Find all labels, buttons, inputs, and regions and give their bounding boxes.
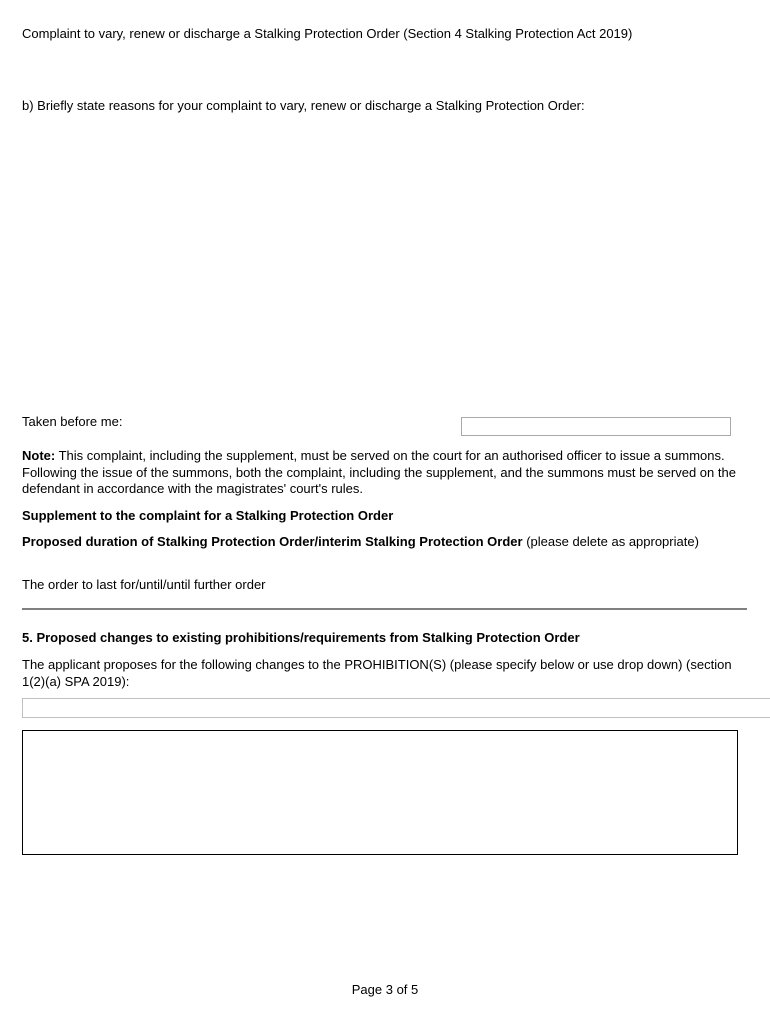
form-title: Complaint to vary, renew or discharge a Stalking Protection Order (Section 4 Stalking Protection Act 2019) [22, 26, 633, 41]
prohibitions-description: The applicant proposes for the following changes to the PROHIBITION(S) (please specify below or use drop down) (section 1(2)(a) SPA 2019): [22, 657, 732, 689]
taken-before-label: Taken before me: [22, 414, 123, 429]
proposed-duration-paragraph [22, 534, 742, 551]
prohibitions-details-field[interactable] [22, 730, 738, 855]
page-number: Page 3 of 5 [351, 982, 419, 997]
taken-before-field[interactable] [461, 417, 731, 436]
proposed-duration-label: Proposed duration of Stalking Protection Order/interim Stalking Protection Order [22, 534, 523, 549]
section5-heading: 5. Proposed changes to existing prohibitions/requirements from Stalking Protection Order [22, 630, 580, 645]
proposed-duration-note: (please delete as appropriate) [522, 534, 699, 549]
note-text: This complaint, including the supplement, must be served on the court for an authorised officer to issue a summons. Following the issue of the summons, both the complaint, including the supplement, and the summons must be served on the defendant in accordance with the magistrates' court's rules. [22, 448, 736, 496]
supplement-heading: Supplement to the complaint for a Stalking Protection Order [22, 508, 394, 523]
prohibitions-dropdown[interactable] [22, 698, 770, 718]
note-paragraph [22, 448, 742, 498]
section-divider [22, 608, 747, 610]
reasons-label: b) Briefly state reasons for your complaint to vary, renew or discharge a Stalking Protection Order: [22, 98, 585, 113]
note-label: Note: [22, 448, 56, 463]
order-duration-text: The order to last for/until/until further order [22, 577, 266, 592]
